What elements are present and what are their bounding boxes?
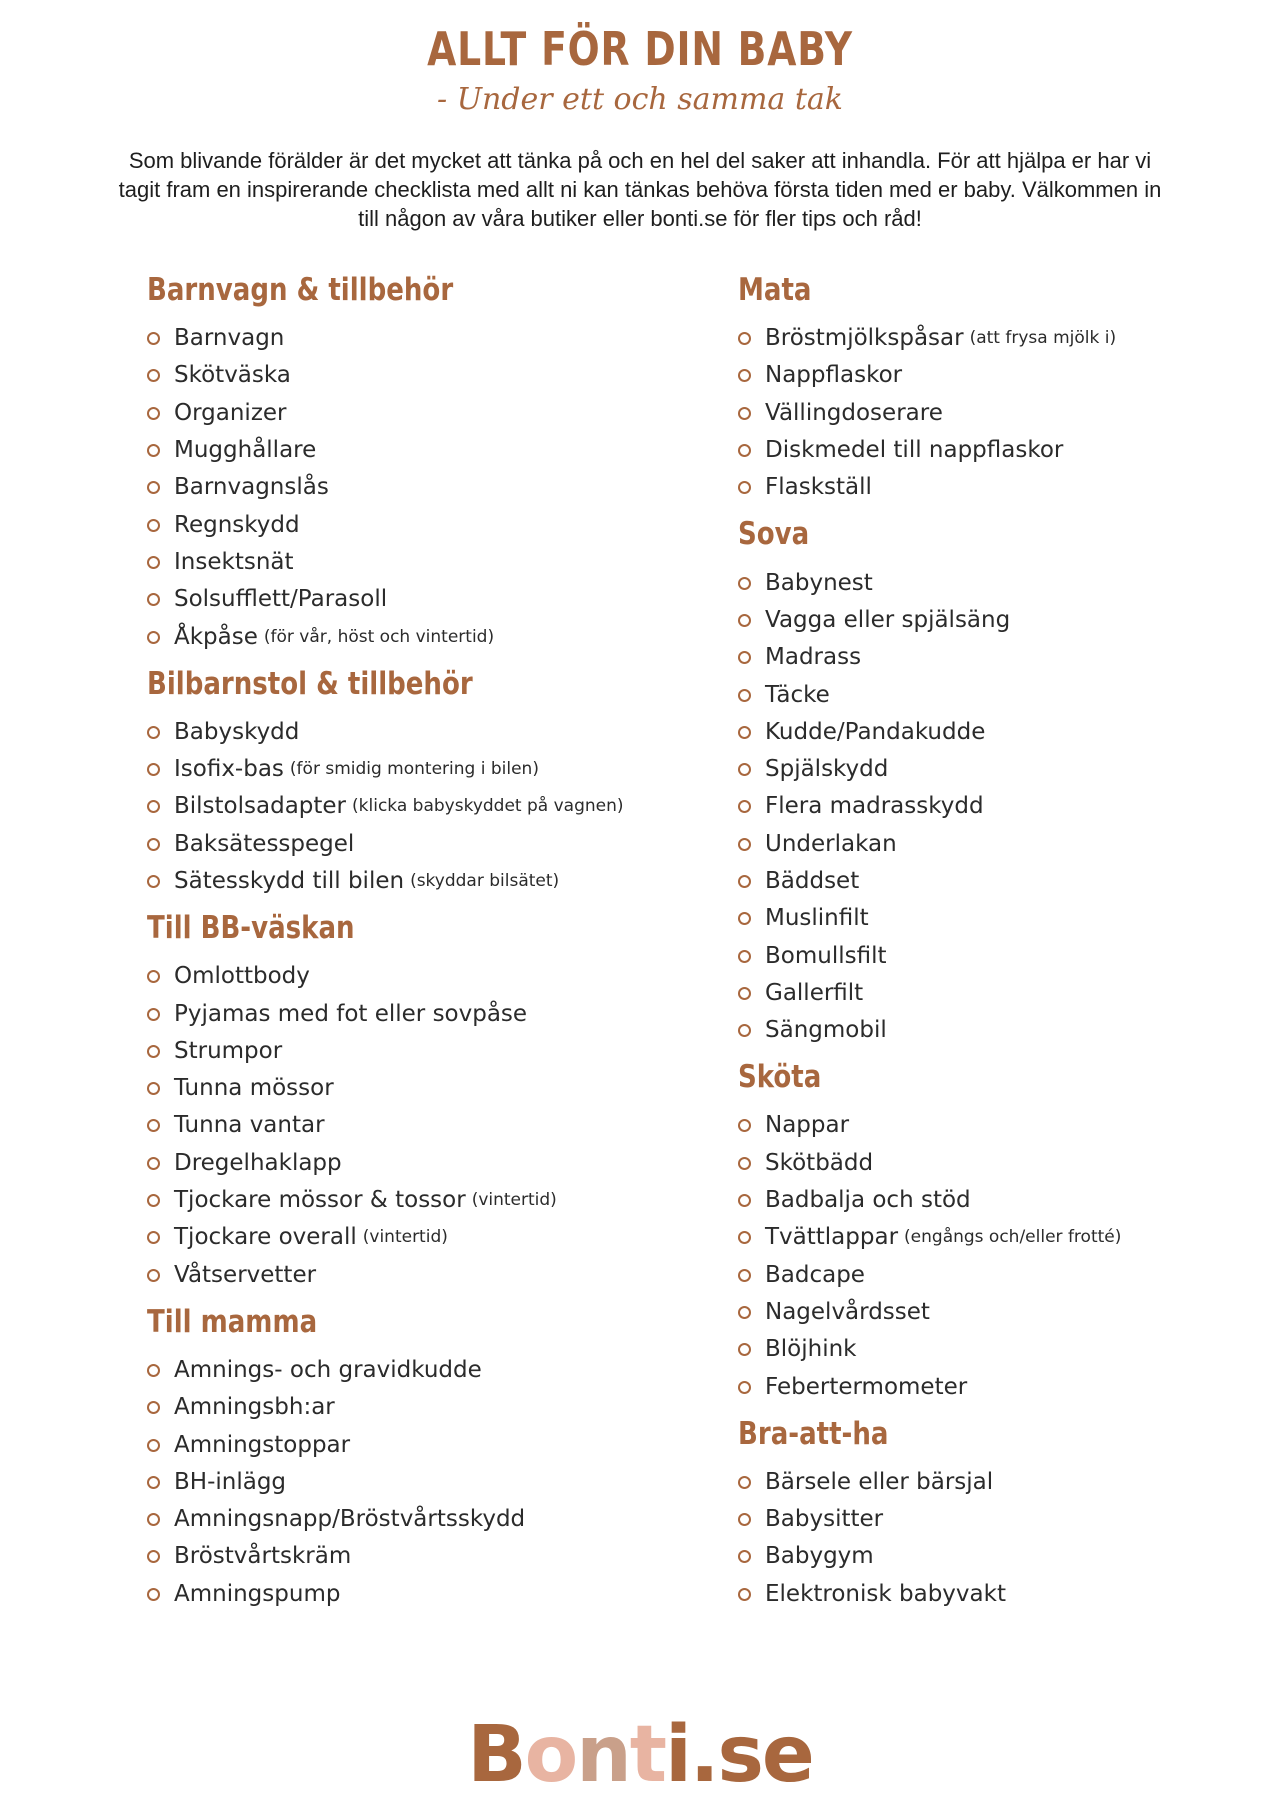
- checklist-item-note: (att frysa mjölk i): [969, 328, 1117, 349]
- checklist-item[interactable]: [738, 564, 1258, 601]
- circle-checkbox-icon[interactable]: [738, 912, 751, 925]
- section-heading: Mata: [738, 272, 812, 308]
- checklist-item[interactable]: [147, 357, 707, 394]
- checklist-item[interactable]: [738, 639, 1258, 676]
- checklist-item-label: Bilstolsadapter: [174, 793, 347, 820]
- checklist: [738, 564, 1258, 1049]
- checklist-item[interactable]: [738, 714, 1258, 751]
- checklist-item[interactable]: [147, 714, 707, 751]
- logo-letter: s: [717, 1710, 762, 1800]
- circle-checkbox-icon[interactable]: [147, 556, 160, 569]
- circle-checkbox-icon[interactable]: [738, 763, 751, 776]
- checklist-section: [738, 514, 1258, 1049]
- checklist-item[interactable]: [738, 395, 1258, 432]
- circle-checkbox-icon[interactable]: [738, 1513, 751, 1526]
- circle-checkbox-icon[interactable]: [147, 1269, 160, 1282]
- checklist-item-label: Muslinfilt: [765, 905, 869, 932]
- checklist-item-label: Spjälskydd: [765, 756, 889, 783]
- circle-checkbox-icon[interactable]: [738, 1024, 751, 1037]
- checklist-section: [147, 1302, 707, 1613]
- checklist-item-label: Blöjhink: [765, 1336, 857, 1363]
- bonti-logo: [0, 1710, 1280, 1800]
- checklist-item-label: Sätesskydd till bilen: [174, 868, 405, 894]
- checklist-item[interactable]: [147, 1501, 707, 1538]
- checklist-item[interactable]: [738, 1368, 1258, 1405]
- checklist-item-label: Dregelhaklapp: [174, 1149, 342, 1176]
- checklist-item-note: (skyddar bilsätet): [410, 871, 560, 891]
- checklist-item-note: (engångs och/eller frotté): [904, 1227, 1122, 1248]
- checklist-item[interactable]: [738, 1538, 1258, 1575]
- checklist-item[interactable]: [147, 469, 707, 506]
- circle-checkbox-icon[interactable]: [738, 614, 751, 627]
- checklist: [147, 1352, 707, 1613]
- checklist-item[interactable]: [738, 1257, 1258, 1294]
- circle-checkbox-icon[interactable]: [738, 800, 751, 813]
- logo-letter: .: [689, 1710, 718, 1800]
- circle-checkbox-icon[interactable]: [147, 970, 160, 983]
- checklist-item-label: Sängmobil: [765, 1017, 887, 1044]
- checklist-item[interactable]: [738, 1464, 1258, 1501]
- circle-checkbox-icon[interactable]: [738, 987, 751, 1000]
- checklist-item-label: Tunna vantar: [174, 1112, 325, 1139]
- checklist-item[interactable]: [738, 937, 1258, 974]
- checklist-item[interactable]: [738, 826, 1258, 863]
- intro-text: Som blivande förälder är det mycket att tänka på och en hel del saker att inhandla. För att hjälpa er har vi tagit fram en inspirerande checklista med allt ni kan tänkas behöva första tiden med er baby. Välkommen in till någon av våra butiker eller bonti.se för fler tips och råd!: [118, 148, 1162, 231]
- page-title: ALLT FÖR DIN BABY: [427, 22, 853, 76]
- checklist-item[interactable]: [147, 1464, 707, 1501]
- checklist-item-label: Vällingdoserare: [765, 399, 943, 426]
- checklist-item-label: Omlottbody: [174, 963, 310, 990]
- circle-checkbox-icon[interactable]: [738, 1588, 751, 1601]
- checklist-item-label: Tvättlappar: [765, 1224, 899, 1251]
- checklist-item-label: Mugghållare: [174, 437, 317, 464]
- checklist-item[interactable]: [147, 432, 707, 469]
- checklist-item[interactable]: [147, 995, 707, 1032]
- checklist-item-label: Babyskydd: [174, 718, 300, 745]
- checklist-item-label: Organizer: [174, 399, 287, 426]
- checklist: [738, 320, 1258, 506]
- circle-checkbox-icon[interactable]: [738, 875, 751, 888]
- checklist-item-label: Åkpåse: [174, 623, 258, 650]
- circle-checkbox-icon[interactable]: [147, 1401, 160, 1414]
- circle-checkbox-icon[interactable]: [738, 838, 751, 851]
- checklist-item[interactable]: [147, 544, 707, 581]
- checklist-item[interactable]: [147, 863, 707, 900]
- checklist-item-label: Tjockare mössor & tossor: [174, 1187, 466, 1214]
- page-subtitle: - Under ett och samma tak: [437, 82, 843, 117]
- checklist-item[interactable]: [147, 1352, 707, 1389]
- checklist-item-label: Isofix-bas: [174, 756, 284, 783]
- checklist-item[interactable]: [147, 826, 707, 863]
- checklist-item-label: Nappflaskor: [765, 362, 903, 389]
- checklist-item[interactable]: [738, 1331, 1258, 1368]
- checklist-item[interactable]: [147, 581, 707, 618]
- circle-checkbox-icon[interactable]: [147, 838, 160, 851]
- checklist-item-label: Nappar: [765, 1112, 850, 1139]
- checklist-item-label: Tjockare overall: [174, 1224, 357, 1251]
- checklist-item[interactable]: [147, 1257, 707, 1294]
- checklist-item[interactable]: [738, 320, 1258, 357]
- checklist-item-label: Solsufflett/Parasoll: [174, 586, 388, 613]
- circle-checkbox-icon[interactable]: [147, 631, 160, 644]
- checklist-item-note: (för vår, höst och vintertid): [263, 626, 495, 647]
- checklist-section: [738, 270, 1258, 506]
- checklist-item[interactable]: [147, 506, 707, 543]
- circle-checkbox-icon[interactable]: [738, 1269, 751, 1282]
- checklist-item-label: Amningspump: [174, 1580, 341, 1607]
- checklist: [738, 1107, 1258, 1405]
- circle-checkbox-icon[interactable]: [147, 763, 160, 776]
- checklist-item[interactable]: [147, 618, 707, 655]
- circle-checkbox-icon[interactable]: [147, 726, 160, 739]
- checklist-item-label: BH-inlägg: [174, 1468, 287, 1495]
- circle-checkbox-icon[interactable]: [738, 1231, 751, 1244]
- checklist-item-label: Badbalja och stöd: [765, 1187, 971, 1214]
- checklist-section: [147, 908, 707, 1294]
- logo-letter: t: [629, 1710, 666, 1800]
- section-heading: Bra-att-ha: [738, 1415, 889, 1452]
- circle-checkbox-icon[interactable]: [738, 689, 751, 702]
- circle-checkbox-icon[interactable]: [147, 519, 160, 532]
- circle-checkbox-icon[interactable]: [147, 1231, 160, 1244]
- checklist-item-label: Gallerfilt: [765, 979, 864, 1006]
- circle-checkbox-icon[interactable]: [147, 800, 160, 813]
- checklist-item[interactable]: [147, 1145, 707, 1182]
- checklist-item[interactable]: [147, 320, 707, 357]
- checklist-item[interactable]: [738, 432, 1258, 469]
- section-heading: Till BB-väskan: [147, 910, 355, 947]
- circle-checkbox-icon[interactable]: [147, 332, 160, 345]
- circle-checkbox-icon[interactable]: [738, 577, 751, 590]
- checklist-item[interactable]: [738, 975, 1258, 1012]
- checklist-item-label: Vagga eller spjälsäng: [765, 606, 1011, 633]
- checklist-item[interactable]: [738, 1219, 1258, 1256]
- circle-checkbox-icon[interactable]: [147, 481, 160, 494]
- circle-checkbox-icon[interactable]: [738, 1306, 751, 1319]
- checklist-section: [738, 1414, 1258, 1613]
- checklist-item-label: Barnvagn: [174, 325, 285, 352]
- checklist-item-label: Regnskydd: [174, 511, 300, 538]
- circle-checkbox-icon[interactable]: [147, 1194, 160, 1207]
- checklist: [147, 320, 707, 656]
- checklist-item[interactable]: [738, 1501, 1258, 1538]
- checklist-item[interactable]: [147, 958, 707, 995]
- circle-checkbox-icon[interactable]: [738, 369, 751, 382]
- circle-checkbox-icon[interactable]: [738, 1476, 751, 1489]
- checklist-item-label: Strumpor: [174, 1037, 283, 1064]
- circle-checkbox-icon[interactable]: [738, 332, 751, 345]
- circle-checkbox-icon[interactable]: [147, 1082, 160, 1095]
- checklist-item-label: Nagelvårdsset: [765, 1298, 930, 1325]
- logo-letter: e: [761, 1710, 813, 1800]
- checklist-item-label: Babysitter: [765, 1506, 884, 1533]
- checklist-item-label: Bröstmjölkspåsar: [765, 325, 964, 352]
- checklist-item[interactable]: [738, 788, 1258, 825]
- circle-checkbox-icon[interactable]: [738, 1381, 751, 1394]
- left-column: [147, 270, 707, 1621]
- checklist-item[interactable]: [738, 1107, 1258, 1144]
- checklist-item[interactable]: [147, 788, 707, 825]
- checklist-item-note: (vintertid): [471, 1190, 557, 1211]
- checklist-item[interactable]: [738, 1145, 1258, 1182]
- circle-checkbox-icon[interactable]: [147, 593, 160, 606]
- circle-checkbox-icon[interactable]: [738, 651, 751, 664]
- circle-checkbox-icon[interactable]: [738, 407, 751, 420]
- checklist-section: [147, 664, 707, 900]
- checklist-item-note: (för smidig montering i bilen): [289, 759, 539, 780]
- checklist-item[interactable]: [738, 1576, 1258, 1613]
- checklist-item-label: Flera madrasskydd: [765, 793, 984, 820]
- logo-letter: i: [665, 1710, 690, 1800]
- checklist-item-label: Tunna mössor: [174, 1075, 334, 1102]
- checklist-item-label: Febertermometer: [765, 1373, 968, 1400]
- checklist: [738, 1464, 1258, 1613]
- section-heading: Barnvagn & tillbehör: [147, 272, 454, 308]
- checklist-item-label: Skötbädd: [765, 1149, 874, 1176]
- checklist-item-label: Underlakan: [765, 830, 897, 857]
- checklist-item[interactable]: [147, 751, 707, 788]
- right-column: [738, 270, 1258, 1621]
- checklist-item-label: Babynest: [765, 569, 873, 596]
- section-heading: Sköta: [738, 1059, 822, 1096]
- circle-checkbox-icon[interactable]: [738, 1550, 751, 1563]
- circle-checkbox-icon[interactable]: [738, 1343, 751, 1356]
- circle-checkbox-icon[interactable]: [147, 1513, 160, 1526]
- section-heading: Till mamma: [147, 1303, 318, 1340]
- checklist-item-label: Amningstoppar: [174, 1431, 351, 1458]
- circle-checkbox-icon[interactable]: [738, 1157, 751, 1170]
- checklist-item[interactable]: [738, 751, 1258, 788]
- checklist-item-label: Pyjamas med fot eller sovpåse: [174, 1000, 528, 1027]
- checklist-item[interactable]: [738, 1012, 1258, 1049]
- circle-checkbox-icon[interactable]: [147, 1157, 160, 1170]
- checklist-item[interactable]: [738, 357, 1258, 394]
- checklist-item-label: Amnings- och gravidkudde: [174, 1356, 482, 1383]
- checklist-item-label: Elektronisk babyvakt: [765, 1580, 1006, 1607]
- circle-checkbox-icon[interactable]: [147, 1550, 160, 1563]
- checklist-item-label: Diskmedel till nappflaskor: [765, 437, 1064, 464]
- checklist-item[interactable]: [738, 469, 1258, 506]
- checklist-item[interactable]: [147, 1219, 707, 1256]
- logo-letter: n: [576, 1710, 630, 1800]
- circle-checkbox-icon[interactable]: [147, 1119, 160, 1132]
- checklist-item-label: Babygym: [765, 1543, 874, 1570]
- checklist-item[interactable]: [147, 1107, 707, 1144]
- checklist-item[interactable]: [147, 1389, 707, 1426]
- checklist-item-label: Badcape: [765, 1261, 865, 1288]
- checklist-item[interactable]: [147, 1538, 707, 1575]
- circle-checkbox-icon[interactable]: [147, 407, 160, 420]
- checklist-item-note: (klicka babyskyddet på vagnen): [352, 796, 624, 817]
- checklist-section: [147, 270, 707, 656]
- circle-checkbox-icon[interactable]: [738, 950, 751, 963]
- section-heading: Bilbarnstol & tillbehör: [147, 665, 473, 702]
- circle-checkbox-icon[interactable]: [147, 444, 160, 457]
- logo-letter: B: [467, 1710, 525, 1800]
- circle-checkbox-icon[interactable]: [147, 1588, 160, 1601]
- checklist-item-label: Bäddset: [765, 868, 860, 894]
- checklist-item-label: Skötväska: [174, 362, 291, 389]
- checklist-section: [738, 1057, 1258, 1405]
- checklist-item-label: Bröstvårtskräm: [174, 1543, 352, 1570]
- checklist-item-label: Bomullsfilt: [765, 942, 887, 969]
- circle-checkbox-icon[interactable]: [147, 1439, 160, 1452]
- circle-checkbox-icon[interactable]: [147, 1045, 160, 1058]
- circle-checkbox-icon[interactable]: [147, 1364, 160, 1377]
- circle-checkbox-icon[interactable]: [147, 1008, 160, 1021]
- section-heading: Sova: [738, 516, 810, 553]
- checklist-item[interactable]: [738, 1294, 1258, 1331]
- checklist-item-label: Bärsele eller bärsjal: [765, 1468, 994, 1495]
- checklist-item-label: Amningsbh:ar: [174, 1394, 335, 1421]
- circle-checkbox-icon[interactable]: [738, 1119, 751, 1132]
- checklist-item[interactable]: [147, 1033, 707, 1070]
- checklist-item-label: Insektsnät: [174, 548, 294, 575]
- circle-checkbox-icon[interactable]: [147, 875, 160, 888]
- checklist-item-note: (vintertid): [362, 1227, 448, 1248]
- logo-letter: o: [524, 1710, 577, 1800]
- circle-checkbox-icon[interactable]: [738, 1194, 751, 1207]
- circle-checkbox-icon[interactable]: [738, 444, 751, 457]
- checklist-item[interactable]: [147, 395, 707, 432]
- checklist-item[interactable]: [738, 602, 1258, 639]
- circle-checkbox-icon[interactable]: [738, 481, 751, 494]
- checklist-item[interactable]: [738, 863, 1258, 900]
- checklist-item-label: Täcke: [765, 681, 830, 708]
- checklist-item-label: Amningsnapp/Bröstvårtsskydd: [174, 1506, 526, 1533]
- checklist-item-label: Baksätesspegel: [174, 830, 355, 857]
- checklist-item[interactable]: [147, 1070, 707, 1107]
- circle-checkbox-icon[interactable]: [147, 1476, 160, 1489]
- circle-checkbox-icon[interactable]: [147, 369, 160, 382]
- checklist-item[interactable]: [147, 1426, 707, 1463]
- circle-checkbox-icon[interactable]: [738, 726, 751, 739]
- checklist-item[interactable]: [738, 900, 1258, 937]
- checklist-item-label: Kudde/Pandakudde: [765, 718, 986, 745]
- checklist-item-label: Madrass: [765, 644, 862, 671]
- checklist-item-label: Flaskställ: [765, 474, 872, 501]
- checklist-item[interactable]: [738, 676, 1258, 713]
- checklist-item[interactable]: [738, 1182, 1258, 1219]
- checklist-item[interactable]: [147, 1182, 707, 1219]
- checklist-item-label: Barnvagnslås: [174, 474, 329, 501]
- checklist: [147, 714, 707, 900]
- checklist: [147, 958, 707, 1294]
- checklist-item-label: Våtservetter: [174, 1261, 317, 1288]
- checklist-item[interactable]: [147, 1576, 707, 1613]
